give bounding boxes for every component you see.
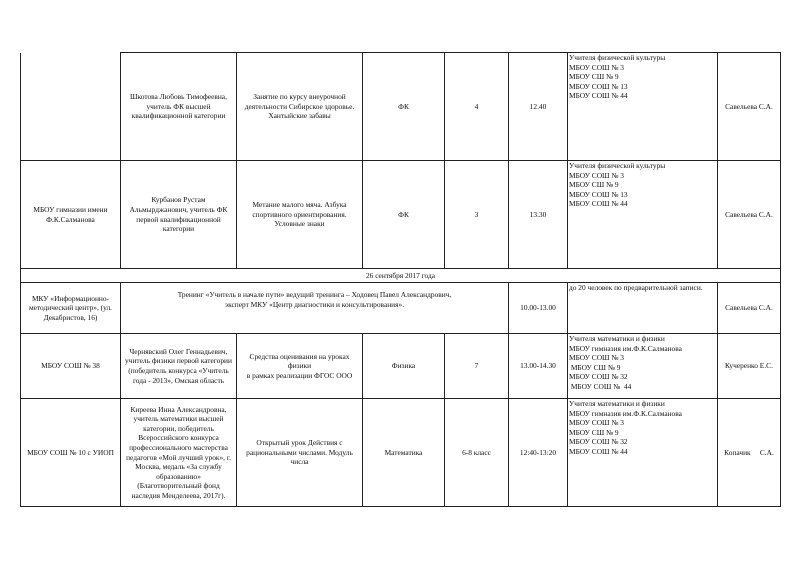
responsible-cell: Кучеренко Е.С.	[718, 334, 781, 399]
teacher-cell: Шкотова Любовь Тимофеевна, учитель ФК высшей квалификационной категории	[121, 53, 237, 161]
org-cell: МБОУ СОШ № 10 с УИОП	[21, 399, 121, 507]
grade-cell: 7	[445, 334, 509, 399]
topic-line: Средства оценивания на уроках физики	[249, 351, 350, 371]
org-cell: МБОУ СОШ № 38	[21, 334, 121, 399]
grade-cell: 4	[445, 53, 509, 161]
subject-cell: ФК	[363, 161, 445, 269]
topic-line: в рамках реализации ФГОС ООО	[246, 370, 353, 380]
audience-line: МБОУ СОШ № 3	[569, 170, 624, 180]
grade-cell: 6-8 класс	[445, 399, 509, 507]
audience-line: Учителя математики и физики	[569, 399, 665, 408]
responsible-cell: Савельева С.А.	[718, 283, 781, 334]
audience-line: МБОУ СШ № 9	[569, 362, 621, 372]
audience-line: МБОУ СШ № 9	[569, 72, 619, 82]
audience-line: МБОУ СОШ № 44	[569, 91, 628, 101]
table-row	[21, 399, 781, 507]
audience-line: МБОУ гимназия им.Ф.К.Салманова	[569, 343, 682, 353]
responsible-cell: Савельева С.А.	[718, 161, 781, 269]
responsible-cell: Копачик С.А.	[718, 399, 781, 507]
time-cell: 10.00-13.00	[509, 283, 568, 334]
subject-cell: Математика	[363, 399, 445, 507]
audience-line: МБОУ СОШ № 44	[569, 381, 632, 391]
audience-line: МБОУ СОШ № 3	[569, 418, 624, 428]
audience-line: МБОУ СОШ № 44	[569, 199, 628, 209]
subject-cell: ФК	[363, 53, 445, 161]
audience-cell	[568, 53, 718, 161]
audience-line: Учителя физической культуры	[569, 161, 666, 170]
subject-cell: Физика	[363, 334, 445, 399]
audience-line: Учителя математики и физики	[569, 334, 665, 343]
table-row	[21, 283, 781, 334]
training-description-line: эксперт МКУ «Центр диагностики и консультирования».	[224, 299, 405, 309]
time-cell: 13.00-14.30	[509, 334, 568, 399]
teacher-cell: Киреева Инна Александровна, учитель математики высшей категории, победитель Всероссийского конкурса профессионального мастерства педагогов «Мой лучший урок», г. Москва, медаль «За службу образованию» (Благотворительный фонд наследия Менделеева, 2017г).	[121, 399, 237, 507]
topic-cell: Метание малого мяча. Азбука спортивного ориентирования. Условные знаки	[237, 161, 363, 269]
training-description-line: Тренинг «Учитель в начале пути» ведущий тренинга – Ходовец Павел Александрович,	[177, 290, 452, 299]
topic-cell: Занятие по курсу внеурочной деятельности Сибирское здоровье. Хантыйские забавы	[237, 53, 363, 161]
responsible-cell: Савельева С.А.	[718, 53, 781, 161]
time-cell: 12:40-13:20	[509, 399, 568, 507]
audience-line: МБОУ СОШ № 3	[569, 353, 624, 363]
audience-cell	[568, 399, 718, 507]
audience-line: МБОУ СОШ № 13	[569, 189, 628, 199]
time-cell: 12.40	[509, 53, 568, 161]
table-row	[21, 334, 781, 399]
audience-cell	[568, 334, 718, 399]
table-row	[21, 161, 781, 269]
audience-line: МБОУ СОШ № 13	[569, 81, 628, 91]
audience-cell	[568, 161, 718, 269]
audience-line: МБОУ СШ № 9	[569, 180, 619, 190]
schedule-table	[20, 52, 781, 507]
grade-cell: 3	[445, 161, 509, 269]
teacher-cell: Курбанов Рустам Альмырджанович, учитель ФК первой квалификационной категории	[121, 161, 237, 269]
topic-cell	[237, 334, 363, 399]
training-description-cell	[121, 283, 509, 334]
audience-line: МБОУ СОШ № 3	[569, 62, 624, 72]
table-row	[21, 53, 781, 161]
date-header: 26 сентября 2017 года	[21, 269, 781, 283]
audience-line: МБОУ СШ № 9	[569, 427, 619, 437]
time-cell: 13.30	[509, 161, 568, 269]
topic-cell	[237, 399, 363, 507]
audience-line: МБОУ СОШ № 32	[569, 437, 628, 447]
audience-line: МБОУ гимназия им.Ф.К.Салманова	[569, 408, 682, 418]
audience-line: Учителя физической культуры	[569, 53, 666, 62]
org-cell: МБОУ гимназии имени Ф.К.Салманова	[21, 161, 121, 269]
org-cell: МКУ «Информационно-методический центр», (ул. Декабристов, 16)	[21, 283, 121, 334]
teacher-cell: Чернявский Олег Геннадьевич, учитель физики первой категории (победитель конкурса «Учитель года - 2013», Омская область	[121, 334, 237, 399]
date-row	[21, 269, 781, 283]
audience-line: МБОУ СОШ № 32	[569, 372, 628, 382]
audience-line: МБОУ СОШ № 44	[569, 446, 628, 456]
org-cell	[21, 53, 121, 161]
audience-cell: до 20 человек по предварительной записи.	[568, 283, 718, 334]
topic-line: Открытый урок Действия с рациональными числами. Модуль числа	[246, 438, 353, 467]
